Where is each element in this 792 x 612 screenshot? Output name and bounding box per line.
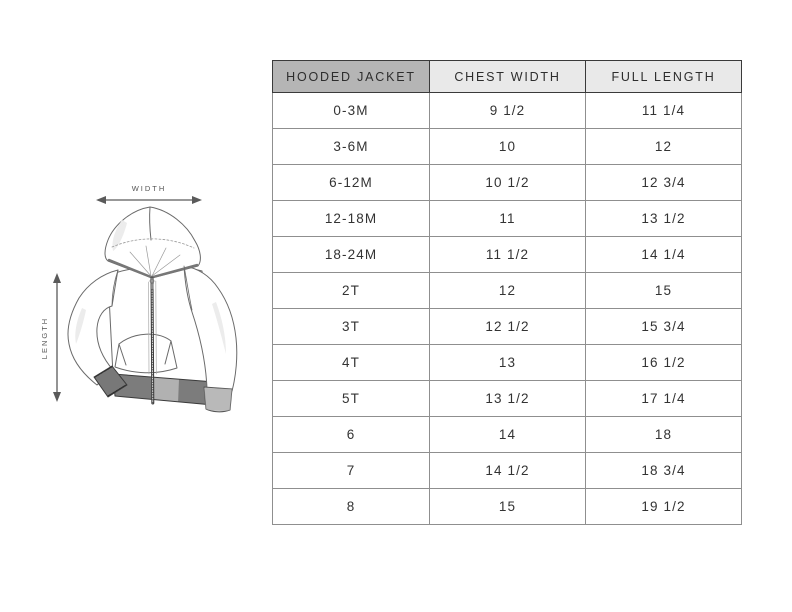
column-header-hooded-jacket: HOODED JACKET — [273, 61, 430, 93]
table-row — [273, 129, 742, 165]
hooded-jacket-illustration — [38, 178, 272, 432]
table-row — [273, 381, 742, 417]
full-length-cell: 15 3/4 — [586, 309, 742, 345]
chest-width-cell: 11 — [430, 201, 586, 237]
chest-width-cell: 9 1/2 — [430, 93, 586, 129]
chest-width-cell: 10 — [430, 129, 586, 165]
chest-width-cell: 15 — [430, 489, 586, 525]
full-length-cell: 12 3/4 — [586, 165, 742, 201]
full-length-cell: 17 1/4 — [586, 381, 742, 417]
size-cell: 7 — [273, 453, 430, 489]
size-cell: 6 — [273, 417, 430, 453]
chest-width-cell: 14 1/2 — [430, 453, 586, 489]
full-length-cell: 11 1/4 — [586, 93, 742, 129]
full-length-cell: 18 — [586, 417, 742, 453]
full-length-cell: 13 1/2 — [586, 201, 742, 237]
size-chart-body — [273, 93, 742, 525]
size-cell: 0-3M — [273, 93, 430, 129]
size-cell: 4T — [273, 345, 430, 381]
size-cell: 12-18M — [273, 201, 430, 237]
length-label: LENGTH — [40, 316, 49, 360]
table-row — [273, 345, 742, 381]
chest-width-cell: 12 — [430, 273, 586, 309]
size-cell: 3-6M — [273, 129, 430, 165]
table-row — [273, 93, 742, 129]
full-length-cell: 16 1/2 — [586, 345, 742, 381]
chest-width-cell: 13 — [430, 345, 586, 381]
header-row — [273, 61, 742, 93]
table-row — [273, 417, 742, 453]
chest-width-cell: 12 1/2 — [430, 309, 586, 345]
chest-width-cell: 11 1/2 — [430, 237, 586, 273]
width-arrow — [96, 196, 202, 204]
table-row — [273, 273, 742, 309]
column-header-full-length: FULL LENGTH — [586, 61, 742, 93]
size-cell: 3T — [273, 309, 430, 345]
full-length-cell: 12 — [586, 129, 742, 165]
size-chart-table — [272, 60, 742, 525]
table-row — [273, 489, 742, 525]
full-length-cell: 18 3/4 — [586, 453, 742, 489]
full-length-cell: 19 1/2 — [586, 489, 742, 525]
size-cell: 2T — [273, 273, 430, 309]
size-cell: 8 — [273, 489, 430, 525]
table-row — [273, 453, 742, 489]
chest-width-cell: 10 1/2 — [430, 165, 586, 201]
column-header-chest-width: CHEST WIDTH — [430, 61, 586, 93]
table-row — [273, 309, 742, 345]
full-length-cell: 15 — [586, 273, 742, 309]
size-chart-header — [273, 61, 742, 93]
chest-width-cell: 14 — [430, 417, 586, 453]
length-arrow — [53, 273, 61, 402]
width-label: WIDTH — [131, 184, 167, 193]
full-length-cell: 14 1/4 — [586, 237, 742, 273]
table-row — [273, 237, 742, 273]
table-row — [273, 201, 742, 237]
chest-width-cell: 13 1/2 — [430, 381, 586, 417]
jacket-drawing — [68, 207, 237, 412]
size-cell: 5T — [273, 381, 430, 417]
size-cell: 18-24M — [273, 237, 430, 273]
table-row — [273, 165, 742, 201]
size-cell: 6-12M — [273, 165, 430, 201]
